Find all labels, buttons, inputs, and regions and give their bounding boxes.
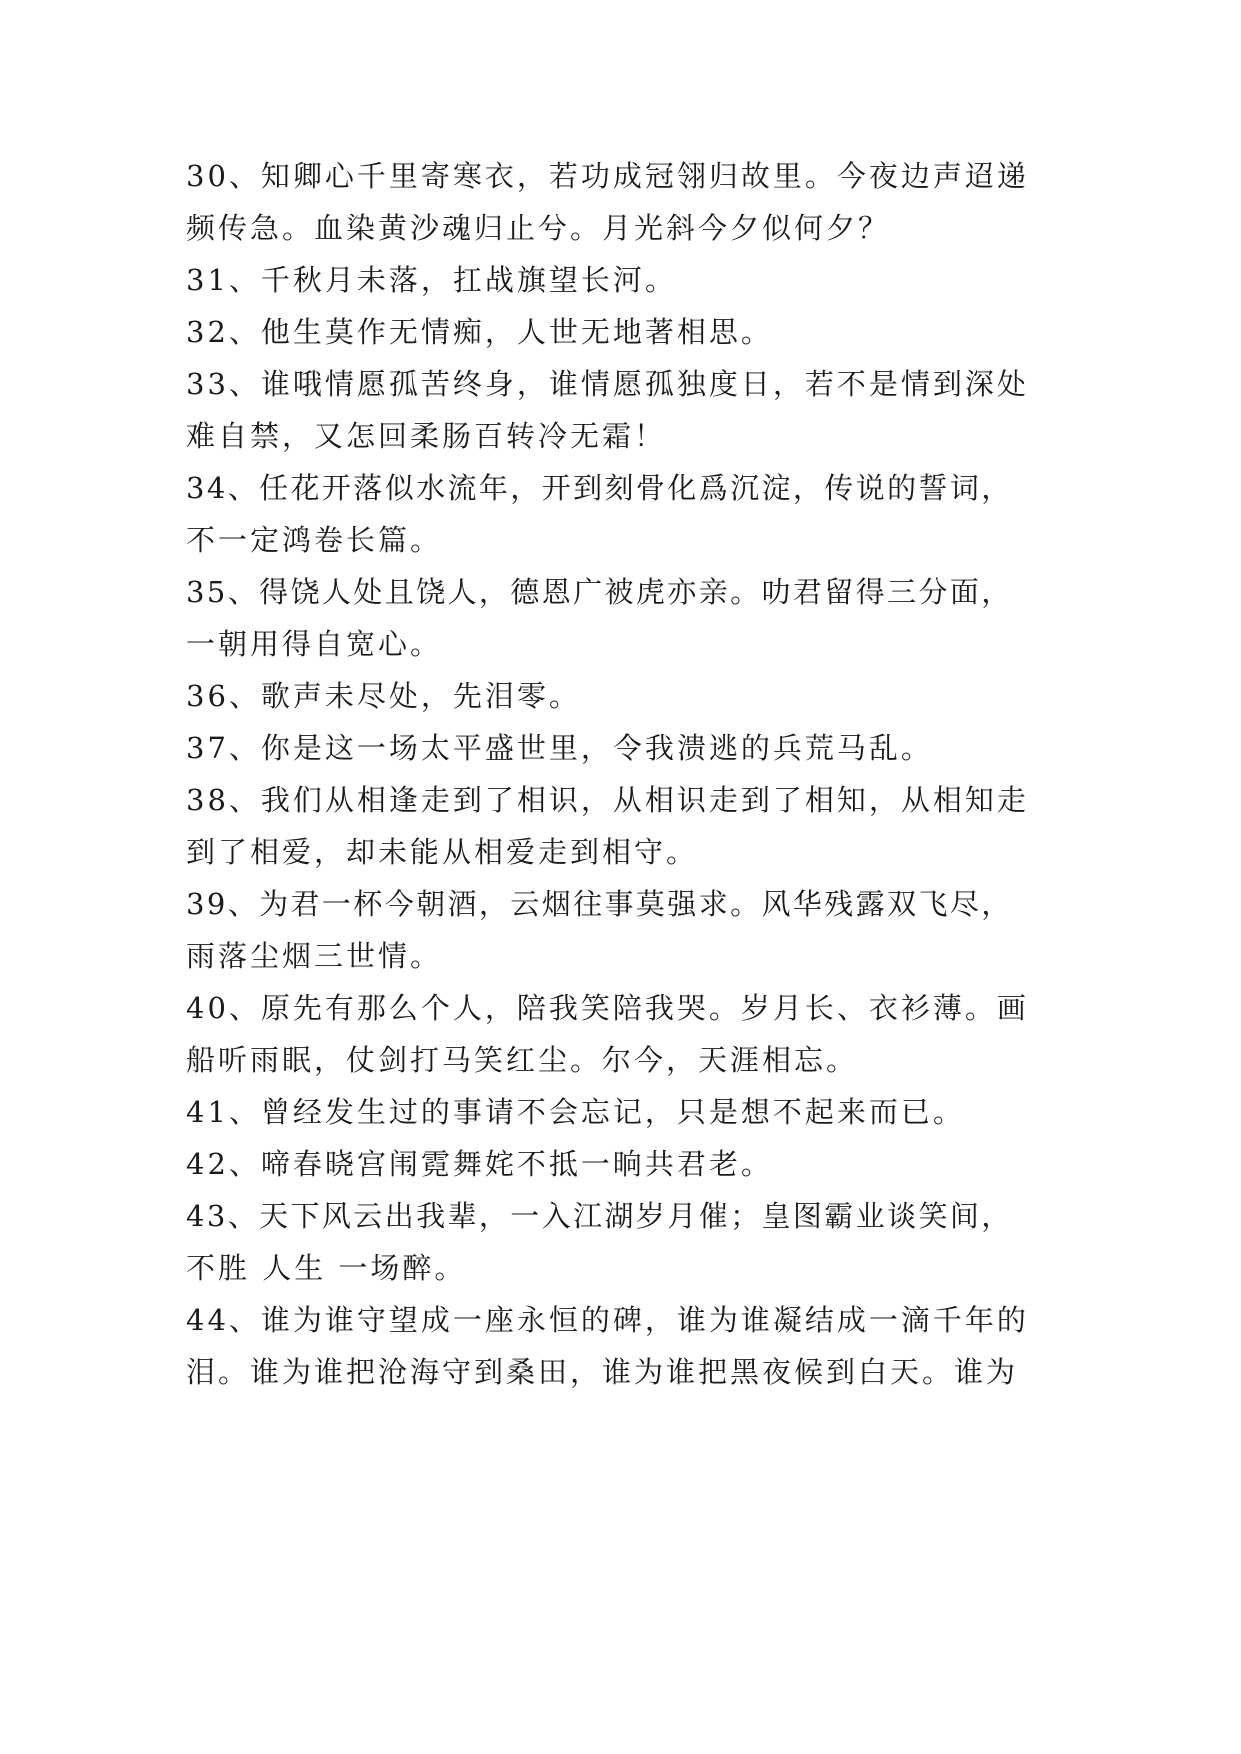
text-line: 44、谁为谁守望成一座永恒的碑，谁为谁凝结成一滴千年的 [186, 1303, 1029, 1337]
text-line: 泪。谁为谁把沧海守到桑田，谁为谁把黑夜候到白天。谁为 [186, 1355, 1019, 1389]
text-line: 不胜 人生 一场醉。 [186, 1251, 467, 1285]
text-line: 37、你是这一场太平盛世里，令我溃逃的兵荒马乱。 [186, 731, 933, 765]
text-line: 到了相爱，却未能从相爱走到相守。 [186, 835, 699, 869]
text-line: 33、谁哦情愿孤苦终身，谁情愿孤独度日，若不是情到深处 [186, 367, 1029, 401]
text-line: 34、任花开落似水流年，开到刻骨化爲沉淀，传说的誓词， [186, 471, 1013, 505]
text-line: 35、得饶人处且饶人，德恩广被虎亦亲。叻君留得三分面， [186, 575, 1013, 609]
text-line: 43、天下风云出我辈，一入江湖岁月催；皇图霸业谈笑间， [186, 1199, 1013, 1233]
text-line: 雨落尘烟三世情。 [186, 939, 443, 973]
text-line: 难自禁，又怎回柔肠百转冷无霜！ [186, 419, 667, 453]
text-line: 41、曾经发生过的事请不会忘记，只是想不起来而已。 [186, 1095, 965, 1129]
text-line: 32、他生莫作无情痴，人世无地著相思。 [186, 315, 773, 349]
text-line: 40、原先有那么个人，陪我笑陪我哭。岁月长、衣衫薄。画 [186, 991, 1029, 1025]
document-body [186, 150, 1066, 1398]
text-line: 31、千秋月未落，扛战旗望长河。 [186, 263, 677, 297]
text-line: 30、知卿心千里寄寒衣，若功成冠翎归故里。今夜边声迢递 [186, 159, 1029, 193]
text-line: 42、啼春晓宫闱霓舞姹不抵一晌共君老。 [186, 1147, 773, 1181]
text-line: 频传急。血染黄沙魂归止兮。月光斜今夕似何夕？ [186, 211, 891, 245]
text-line: 39、为君一杯今朝酒，云烟往事莫强求。风华残露双飞尽， [186, 887, 1013, 921]
text-line: 一朝用得自宽心。 [186, 627, 443, 661]
text-line: 不一定鸿卷长篇。 [186, 523, 443, 557]
text-line: 36、歌声未尽处，先泪零。 [186, 679, 581, 713]
text-line: 船听雨眠，仗剑打马笑红尘。尔今，天涯相忘。 [186, 1043, 859, 1077]
text-line: 38、我们从相逢走到了相识，从相识走到了相知，从相知走 [186, 783, 1029, 817]
